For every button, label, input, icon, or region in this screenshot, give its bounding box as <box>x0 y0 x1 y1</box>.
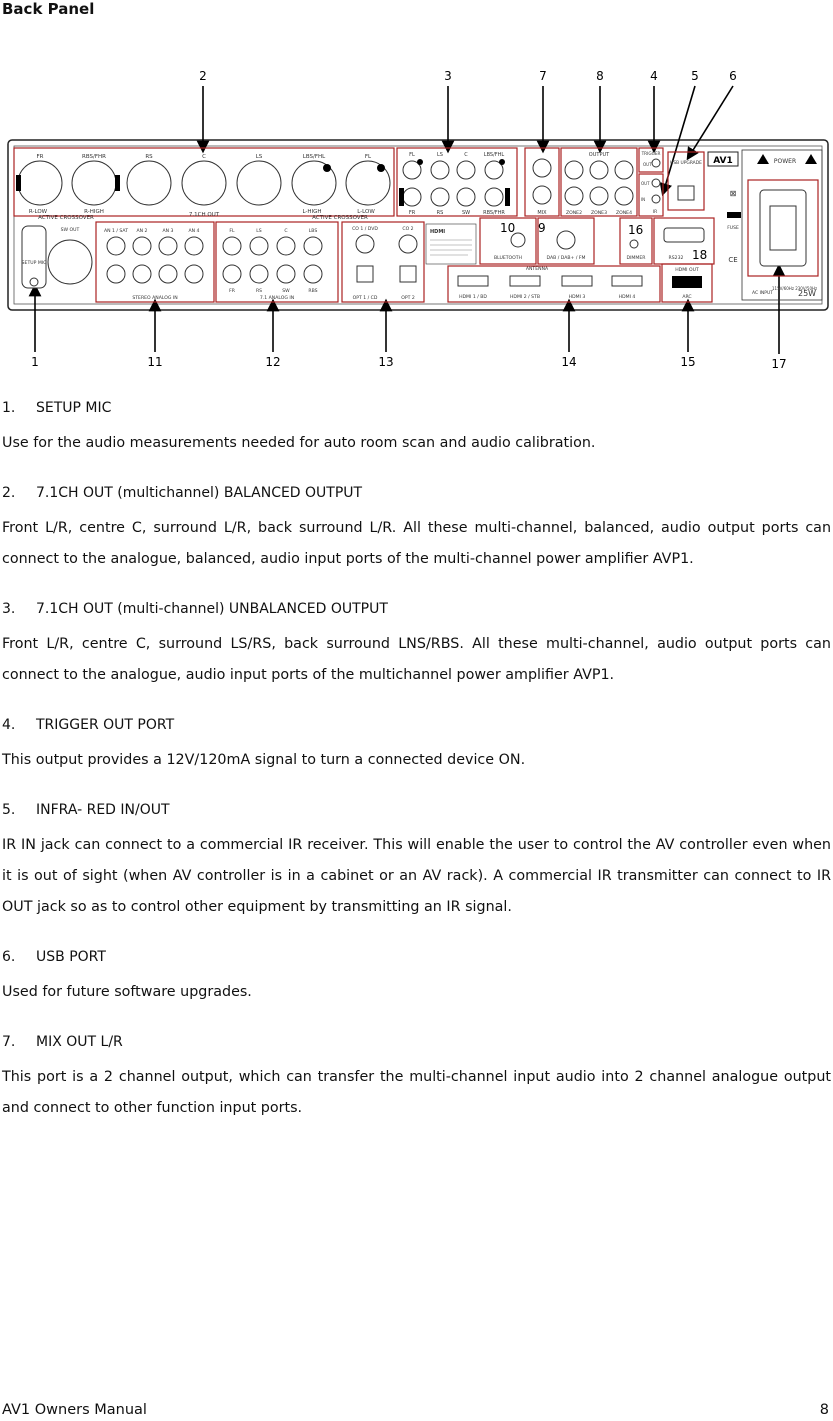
callout-15: 15 <box>680 355 696 369</box>
analog71-jack <box>223 265 241 283</box>
section-setup-mic <box>2 398 831 459</box>
analog71-bottom-rs: RS <box>255 289 263 294</box>
zone-jack <box>565 161 583 179</box>
section-number: 2. <box>2 485 16 501</box>
hdmi-out-label: HDMI OUT <box>675 268 699 273</box>
callout-1: 1 <box>31 355 39 369</box>
section-unbalanced-output <box>2 599 831 691</box>
zone3-label: ZONE3 <box>590 211 608 216</box>
section-body: Front L/R, centre C, surround LS/RS, back surround LNS/RBS. All these multi-channel, audio output ports can connect to the analogue, audio input ports of the multichannel power amplifier AVP1. <box>2 636 831 683</box>
rca-jack <box>431 188 449 206</box>
section-title <box>2 483 831 503</box>
zone-jack <box>590 161 608 179</box>
section-title-text: TRIGGER OUT PORT <box>36 717 175 733</box>
xlr-connector-fr <box>18 161 62 205</box>
dab-antenna-jack <box>557 231 575 249</box>
setup-mic-jack <box>30 278 38 286</box>
analog-jack <box>185 265 203 283</box>
output-label: OUTPUT <box>588 152 610 158</box>
coax-2-jack <box>399 235 417 253</box>
inline-number-9: 9 <box>538 221 546 235</box>
sw-out-label: SW OUT <box>60 228 80 233</box>
section-title-text: 7.1CH OUT (multi-channel) UNBALANCED OUTPUT <box>36 601 388 617</box>
analog-in-4: AN 4 <box>188 229 200 234</box>
xlr-label-rs: RS <box>145 154 153 160</box>
rs232-port <box>664 228 704 242</box>
section-title-text: USB PORT <box>36 949 106 965</box>
coax-1-label: CO 1 / DVD <box>352 227 378 232</box>
section-body: Used for future software upgrades. <box>2 984 252 1000</box>
analog71-jack <box>277 265 295 283</box>
analog71-jack <box>277 237 295 255</box>
xlr-l-low: L-LOW <box>357 209 375 215</box>
inline-number-18: 18 <box>692 248 708 262</box>
page-heading: Back Panel <box>2 0 95 18</box>
trigger-out-label: OUT <box>643 162 652 167</box>
rca-jack <box>485 188 503 206</box>
ir-in-label: IN <box>641 197 646 202</box>
section-title <box>2 800 831 820</box>
hdmi-out-port <box>672 276 702 288</box>
zone4-label: ZONE4 <box>615 211 633 216</box>
arc-label: ARC <box>682 295 692 300</box>
section-body: IR IN jack can connect to a commercial IR receiver. This will enable the user to control the AV controller even when it is out of sight (when AV controller is in a cabinet or an AV rack). A commercial IR transmitter can connect to IR OUT jack so as to control other equipment by transmitting an IR signal. <box>2 837 831 915</box>
analog71-jack <box>304 237 322 255</box>
rca-dot <box>499 159 505 165</box>
antenna-label: ANTENNA <box>525 267 549 272</box>
bluetooth-label: BLUETOOTH <box>493 256 523 261</box>
xlr-dot-fl <box>377 164 385 172</box>
callout-7: 7 <box>539 69 547 83</box>
opt-2-port <box>400 266 416 282</box>
analog-jack <box>107 237 125 255</box>
rca-jack <box>457 188 475 206</box>
section-body: Use for the audio measurements needed for auto room scan and audio calibration. <box>2 435 596 451</box>
xlr-connector-rbs <box>72 161 116 205</box>
coax-2-label: CO 2 <box>402 227 414 232</box>
analog-jack <box>133 265 151 283</box>
section-mix-out <box>2 1032 831 1124</box>
analog71-top-c: C <box>284 229 288 234</box>
callout-6: 6 <box>729 69 737 83</box>
callout-11: 11 <box>147 355 163 369</box>
section-list <box>2 398 831 1148</box>
rca-bottom-rs: RS <box>436 210 444 216</box>
back-panel-figure <box>0 60 833 380</box>
rca-latch <box>505 188 510 206</box>
section-number: 5. <box>2 802 16 818</box>
footer-page-number: 8 <box>819 1402 829 1418</box>
analog-jack <box>107 265 125 283</box>
section-title-text: MIX OUT L/R <box>36 1034 123 1050</box>
mix-label: MIX <box>537 210 547 216</box>
hdmi-in-port <box>458 276 488 286</box>
analog71-label: 7.1 ANALOG IN <box>259 296 295 301</box>
hdmi-info-label: HDMI <box>430 229 446 235</box>
rca-jack <box>403 188 421 206</box>
xlr-label-fl: FL <box>364 154 372 160</box>
setup-mic-label: SETUP MIC <box>21 261 47 266</box>
power-rating: 25W <box>798 289 817 298</box>
rca-latch <box>399 188 404 206</box>
rca-jack <box>457 161 475 179</box>
section-title-text: SETUP MIC <box>36 400 112 416</box>
xlr-connector-rs <box>127 161 171 205</box>
analog71-top-fl: FL <box>229 229 235 234</box>
fuse-label: FUSE <box>727 226 739 231</box>
analog71-top-lbs: LBS <box>308 229 318 234</box>
hdmi-in-port <box>562 276 592 286</box>
analog-in-1: AN 1 / SAT <box>103 229 129 234</box>
hdmi-3-label: HDMI 3 <box>568 295 586 300</box>
section-title <box>2 715 831 735</box>
section-body: Front L/R, centre C, surround L/R, back surround L/R. All these multi-channel, balanced, audio output ports can connect to the analogue, balanced, audio input ports of the multi-channel power amplifier AVP1. <box>2 520 831 567</box>
zone2-label: ZONE2 <box>565 211 583 216</box>
section-title <box>2 599 831 619</box>
xlr-latch-left <box>16 175 21 191</box>
analog71-bottom-sw: SW <box>282 289 290 294</box>
analog71-jack <box>223 237 241 255</box>
callout-17: 17 <box>771 357 787 371</box>
analog-jack <box>159 237 177 255</box>
section-title-text: INFRA- RED IN/OUT <box>36 802 170 818</box>
opt-1-port <box>357 266 373 282</box>
hdmi-2-label: HDMI 2 / STB <box>509 295 541 300</box>
analog-jack <box>185 237 203 255</box>
rca-dot <box>417 159 423 165</box>
section-body: This port is a 2 channel output, which can transfer the multi-channel input audio into 2 channel analogue output and connect to other function input ports. <box>2 1069 831 1116</box>
xlr-latch-mid <box>115 175 120 191</box>
dimmer-jack <box>630 240 638 248</box>
crossover-right: ACTIVE CROSSOVER <box>312 215 368 221</box>
analog-in-2: AN 2 <box>136 229 148 234</box>
section-number: 7. <box>2 1034 16 1050</box>
section-title <box>2 947 831 967</box>
xlr-group-label: 7.1CH OUT <box>188 212 220 218</box>
analog-jack <box>159 265 177 283</box>
analog71-jack <box>250 237 268 255</box>
hdmi-1-label: HDMI 1 / BD <box>459 295 487 300</box>
rca-top-c: C <box>464 152 468 158</box>
back-panel-diagram <box>0 60 833 380</box>
section-number: 6. <box>2 949 16 965</box>
xlr-connector-ls <box>237 161 281 205</box>
fuse-holder <box>727 212 741 218</box>
weee-bin-icon: ⊠ <box>729 189 737 198</box>
rs232-label: RS232 <box>668 256 684 261</box>
rca-bottom-sw: SW <box>461 210 471 216</box>
zone-jack <box>615 161 633 179</box>
section-body: This output provides a 12V/120mA signal to turn a connected device ON. <box>2 752 526 768</box>
rca-top-lbs: LBS/FHL <box>483 152 505 158</box>
power-label: POWER <box>773 158 797 165</box>
ir-out-label: OUT <box>641 181 650 186</box>
section-usb-port <box>2 947 831 1008</box>
ir-label: IR <box>652 210 658 215</box>
zone-jack <box>565 187 583 205</box>
analog-jack <box>133 237 151 255</box>
callout-5: 5 <box>691 69 699 83</box>
section-title-text: 7.1CH OUT (multichannel) BALANCED OUTPUT <box>36 485 363 501</box>
xlr-r-low: R-LOW <box>28 209 48 215</box>
inline-number-16: 16 <box>628 223 644 237</box>
hdmi-in-port <box>612 276 642 286</box>
callout-4: 4 <box>650 69 658 83</box>
dimmer-label: DIMMER <box>626 256 646 261</box>
bluetooth-antenna-jack <box>511 233 525 247</box>
section-number: 3. <box>2 601 16 617</box>
hdmi-in-port <box>510 276 540 286</box>
callout-3: 3 <box>444 69 452 83</box>
mix-jack-r <box>533 186 551 204</box>
ac-inlet <box>760 190 806 266</box>
callout-8: 8 <box>596 69 604 83</box>
inline-number-10: 10 <box>500 221 516 235</box>
section-balanced-output <box>2 483 831 575</box>
xlr-l-high: L-HIGH <box>302 209 322 215</box>
analog71-jack <box>304 265 322 283</box>
usb-port <box>678 186 694 200</box>
rca-top-ls: LS <box>437 152 443 158</box>
ir-in-jack <box>652 195 660 203</box>
xlr-connector-c <box>182 161 226 205</box>
section-infra-red <box>2 800 831 923</box>
coax-1-jack <box>356 235 374 253</box>
section-title <box>2 398 831 418</box>
sw-out-connector <box>48 240 92 284</box>
analog-in-3: AN 3 <box>162 229 174 234</box>
xlr-dot-lbs <box>323 164 331 172</box>
ce-mark-icon: CE <box>728 256 738 264</box>
rca-bottom-rbs: RBS/FHR <box>483 210 505 216</box>
zone-jack <box>615 187 633 205</box>
ac-input-label: AC INPUT <box>752 291 774 296</box>
brand-logo: AV1 <box>713 156 733 166</box>
ir-out-jack <box>652 179 660 187</box>
opt-1-label: OPT 1 / CD <box>352 296 378 301</box>
xlr-label-fr: FR <box>36 154 44 160</box>
rca-bottom-fr: FR <box>408 210 416 216</box>
xlr-label-c: C <box>202 154 206 160</box>
footer-manual-title: AV1 Owners Manual <box>2 1402 147 1418</box>
analog71-bottom-rbs: RBS <box>308 289 318 294</box>
voltage-label: 115V/60Hz 230V/50Hz <box>772 286 818 291</box>
analog71-top-ls: LS <box>256 229 262 234</box>
section-number: 4. <box>2 717 16 733</box>
xlr-label-rbs: RBS/FHR <box>82 154 106 160</box>
analog71-bottom-fr: FR <box>229 289 235 294</box>
analog71-jack <box>250 265 268 283</box>
crossover-left: ACTIVE CROSSOVER <box>38 215 94 221</box>
section-trigger-out <box>2 715 831 776</box>
section-number: 1. <box>2 400 16 416</box>
section-title <box>2 1032 831 1052</box>
rca-top-fl: FL <box>409 152 415 158</box>
rca-jack <box>431 161 449 179</box>
mix-jack-l <box>533 159 551 177</box>
stereo-analog-in-label: STEREO ANALOG IN <box>132 296 178 301</box>
callout-2: 2 <box>199 69 207 83</box>
hdmi-4-label: HDMI 4 <box>618 295 636 300</box>
callout-12: 12 <box>265 355 281 369</box>
xlr-label-ls: LS <box>255 154 263 160</box>
usb-label: USB UPGRADE <box>670 161 702 166</box>
trigger-jack <box>652 159 660 167</box>
dab-label: DAB / DAB+ / FM <box>546 256 586 261</box>
trigger-label: TRIGGER <box>641 151 661 156</box>
opt-2-label: OPT 2 <box>401 296 415 301</box>
callout-14: 14 <box>561 355 577 369</box>
xlr-label-lbs: LBS/FHL <box>302 154 326 160</box>
xlr-r-high: R-HIGH <box>84 209 104 215</box>
zone-jack <box>590 187 608 205</box>
callout-13: 13 <box>378 355 394 369</box>
